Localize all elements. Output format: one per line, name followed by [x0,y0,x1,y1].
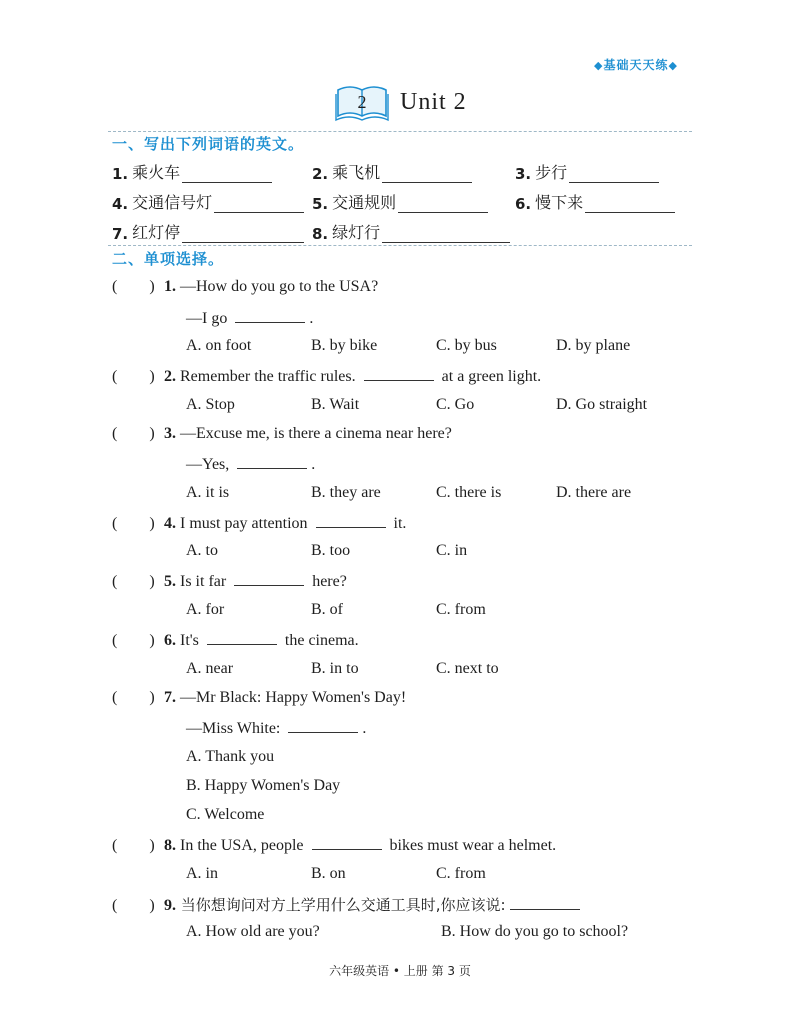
answer-blank[interactable] [207,630,277,645]
answer-blank[interactable] [382,224,510,243]
answer-blank[interactable] [237,454,307,469]
question-5: ( ) 5. Is it far here? [112,573,347,590]
option-c[interactable]: C. in [436,542,468,559]
vocab-item: 6. 慢下来 [515,190,675,213]
answer-blank[interactable] [510,895,580,910]
section-1-title: 一、写出下列词语的英文。 [112,135,305,153]
option-d[interactable]: D. there are [556,484,632,501]
answer-blank[interactable] [585,194,675,213]
answer-blank[interactable] [288,718,358,733]
diamond-icon: ◆ [594,59,604,72]
option-c[interactable]: C. from [436,601,486,618]
option-a[interactable]: A. for [186,601,225,618]
vocab-item: 4. 交通信号灯 [112,190,304,213]
option-d[interactable]: D. by plane [556,337,631,354]
answer-blank[interactable] [569,164,659,183]
answer-blank[interactable] [312,835,382,850]
vocab-item: 1. 乘火车 [112,160,272,183]
option-b[interactable]: B. by bike [311,337,378,354]
section-2-title: 二、单项选择。 [112,250,225,268]
option-a[interactable]: A. Thank you [186,748,275,765]
vocab-item: 8. 绿灯行 [312,220,510,243]
option-b[interactable]: B. too [311,542,351,559]
option-a[interactable]: A. in [186,865,218,882]
answer-paren[interactable]: ( ) [112,837,155,854]
question-1: ( ) 1. —How do you go to the USA? [112,278,379,295]
answer-paren[interactable]: ( ) [112,689,155,706]
option-b[interactable]: B. on [311,865,346,882]
answer-paren[interactable]: ( ) [112,632,155,649]
option-b[interactable]: B. Wait [311,396,360,413]
question-6: ( ) 6. It's the cinema. [112,632,359,649]
vocab-item: 5. 交通规则 [312,190,488,213]
option-a[interactable]: A. How old are you? [186,923,320,940]
answer-blank[interactable] [235,308,305,323]
answer-blank[interactable] [234,571,304,586]
answer-paren[interactable]: ( ) [112,368,155,385]
corner-tag [594,56,678,73]
corner-tag-label: 基础天天练 [603,58,669,72]
option-b[interactable]: B. they are [311,484,381,501]
section-divider [108,245,692,246]
vocab-item: 3. 步行 [515,160,659,183]
answer-blank[interactable] [316,513,386,528]
option-b[interactable]: B. of [311,601,343,618]
option-a[interactable]: A. on foot [186,337,252,354]
question-1-reply: —I go . [186,310,314,327]
vocab-row-3 [112,220,692,246]
unit-number: 2 [357,92,367,112]
question-3: ( ) 3. —Excuse me, is there a cinema near here? [112,425,452,442]
answer-blank[interactable] [382,164,472,183]
vocab-item: 2. 乘飞机 [312,160,472,183]
option-c[interactable]: C. by bus [436,337,497,354]
question-8: ( ) 8. In the USA, people bikes must wear a helmet. [112,837,557,854]
diamond-icon: ◆ [668,59,678,72]
option-b[interactable]: B. in to [311,660,359,677]
vocab-row-1 [112,160,692,186]
option-b[interactable]: B. How do you go to school? [441,923,629,940]
option-a[interactable]: A. to [186,542,218,559]
answer-paren[interactable]: ( ) [112,573,155,590]
section-divider [108,131,692,132]
option-c[interactable]: C. Welcome [186,806,265,823]
answer-paren[interactable]: ( ) [112,515,155,532]
answer-blank[interactable] [182,164,272,183]
option-c[interactable]: C. Go [436,396,475,413]
answer-paren[interactable]: ( ) [112,425,155,442]
answer-blank[interactable] [398,194,488,213]
option-c[interactable]: C. next to [436,660,499,677]
answer-paren[interactable]: ( ) [112,278,155,295]
option-d[interactable]: D. Go straight [556,396,648,413]
answer-blank[interactable] [214,194,304,213]
question-3-reply: —Yes, . [186,456,316,473]
open-book-icon [334,82,390,122]
unit-title: Unit 2 [400,88,467,115]
question-7-reply: —Miss White: . [186,720,367,737]
answer-blank[interactable] [364,366,434,381]
answer-blank[interactable] [182,224,304,243]
unit-heading [334,82,467,122]
question-9: ( ) 9. 当你想询问对方上学用什么交通工具时,你应该说: [112,894,584,915]
page-footer: 六年级英语 • 上册 第 3 页 [329,964,471,978]
vocab-item: 7. 红灯停 [112,220,304,243]
option-c[interactable]: C. from [436,865,486,882]
vocab-row-2 [112,190,692,216]
answer-paren[interactable]: ( ) [112,897,155,914]
question-4: ( ) 4. I must pay attention it. [112,515,407,532]
question-2: ( ) 2. Remember the traffic rules. at a green light. [112,368,542,385]
option-a[interactable]: A. near [186,660,234,677]
option-b[interactable]: B. Happy Women's Day [186,777,341,794]
option-a[interactable]: A. Stop [186,396,235,413]
option-c[interactable]: C. there is [436,484,502,501]
question-7: ( ) 7. —Mr Black: Happy Women's Day! [112,689,407,706]
option-a[interactable]: A. it is [186,484,230,501]
